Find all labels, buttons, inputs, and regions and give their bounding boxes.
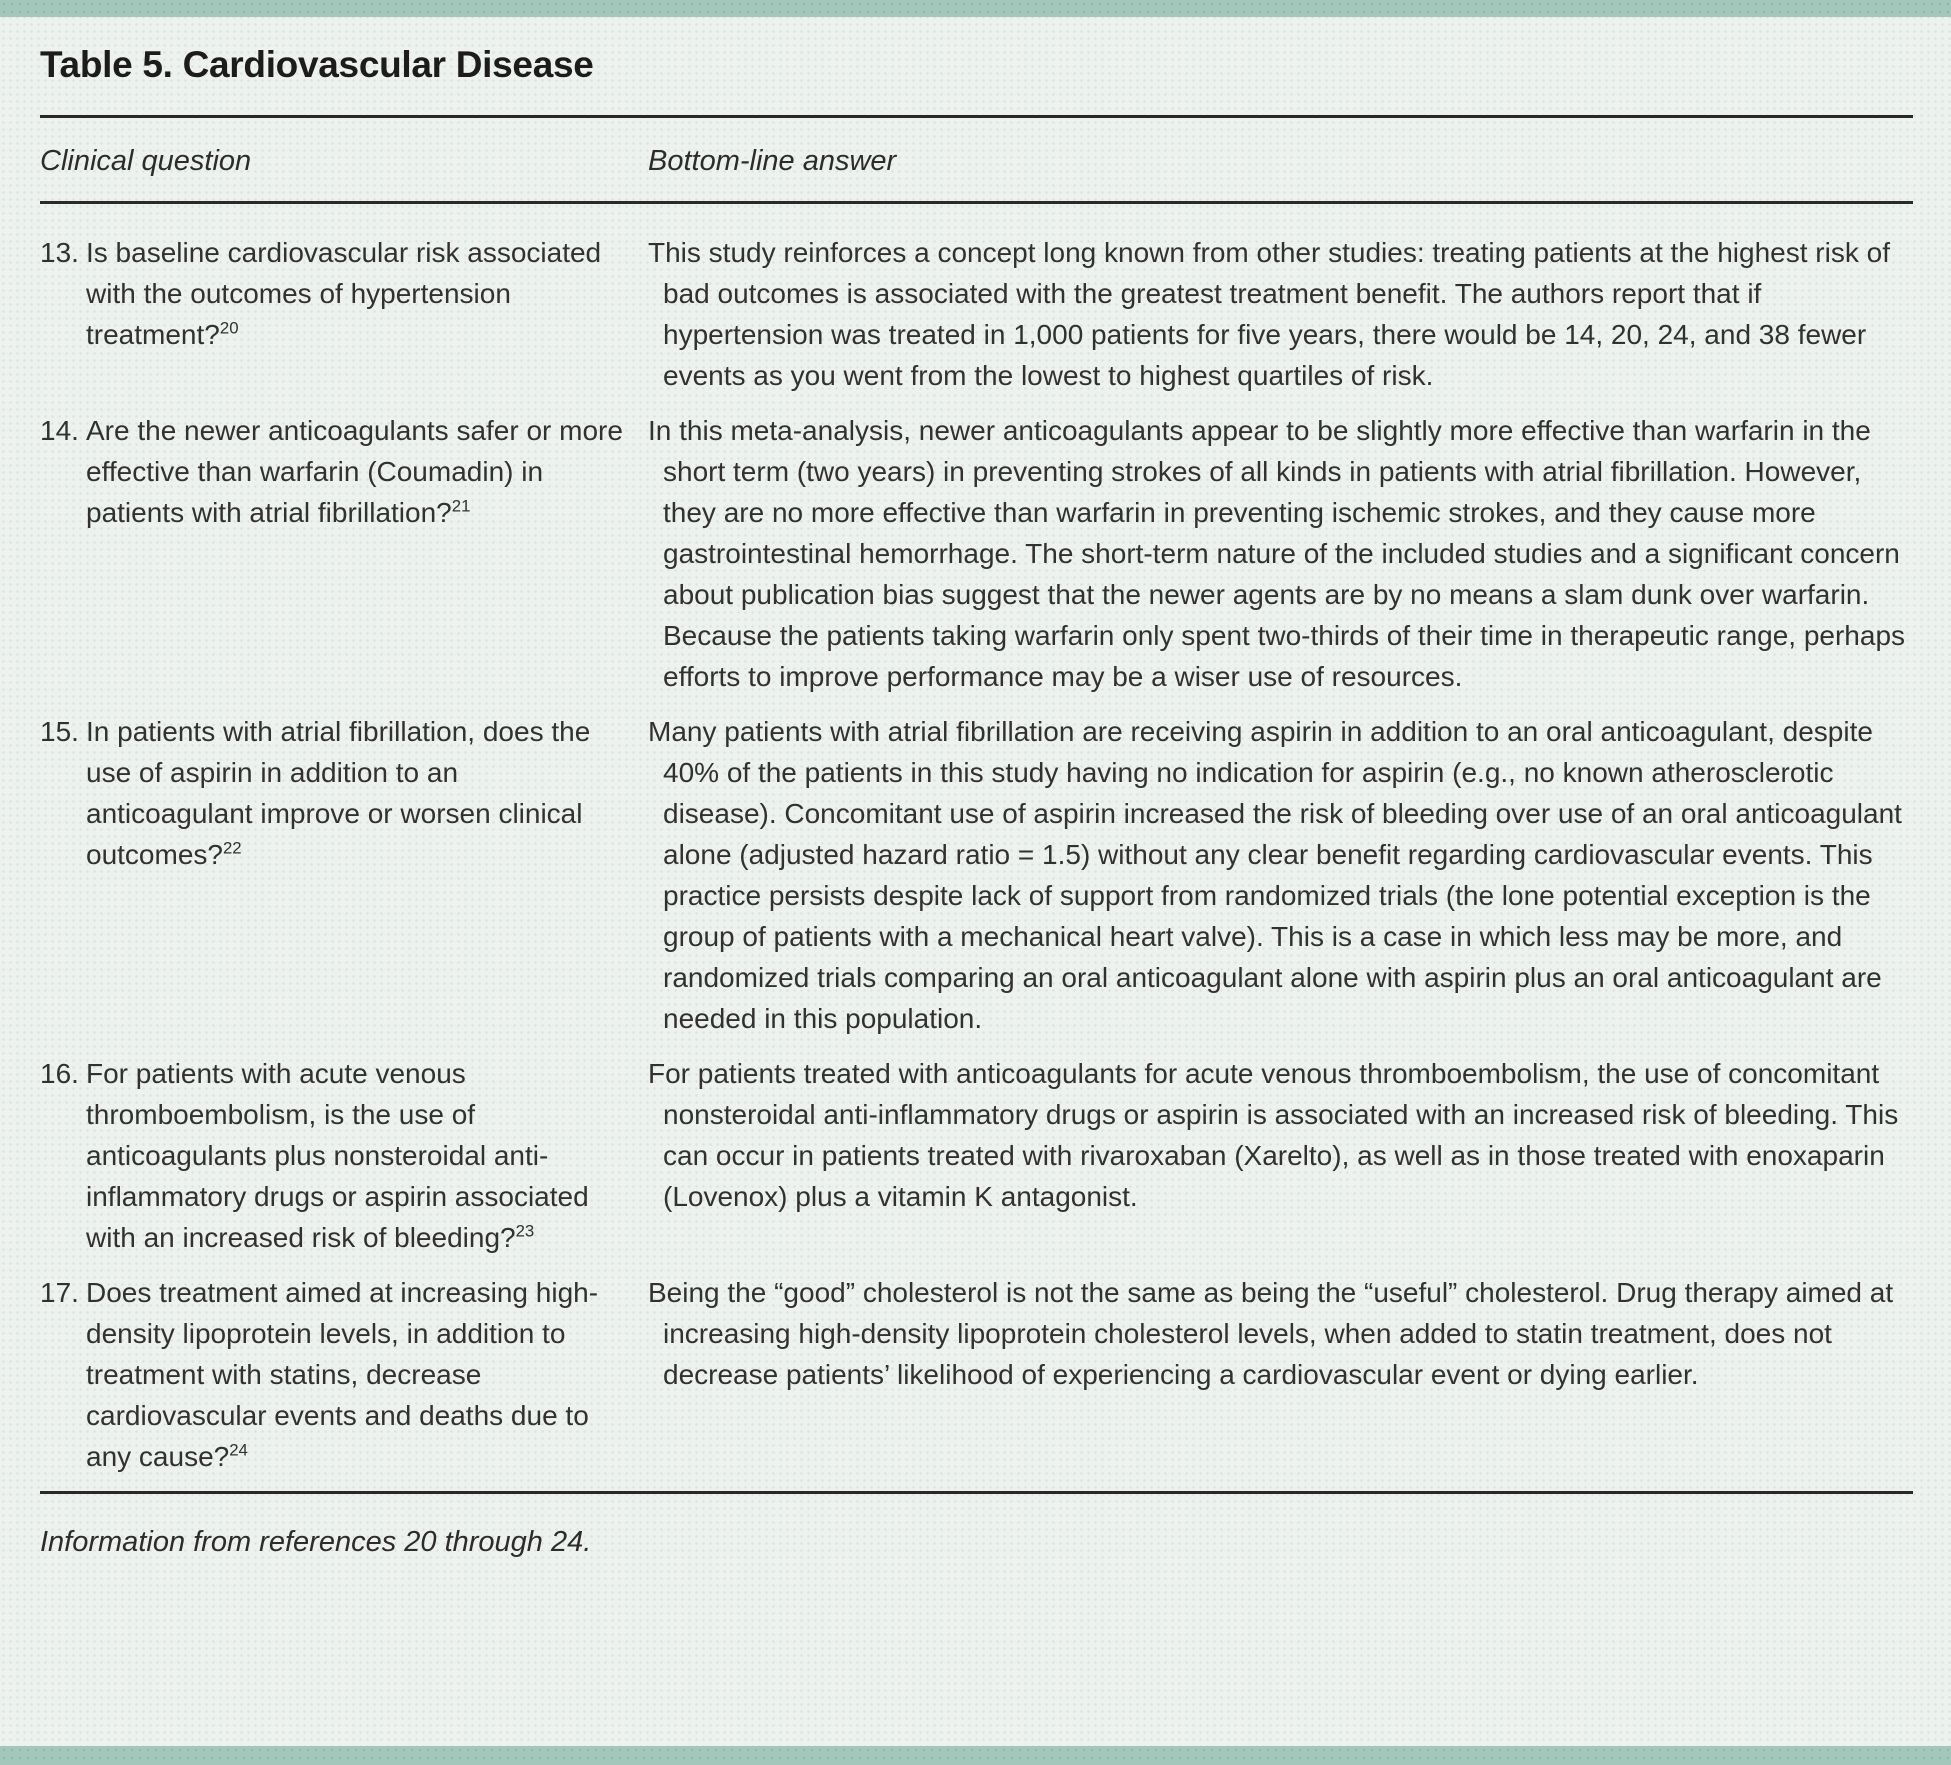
- reference-superscript: 21: [451, 496, 471, 516]
- column-header-bottom-line-answer: Bottom-line answer: [648, 145, 897, 177]
- table-row: [40, 1272, 1913, 1477]
- table-row: [40, 1053, 1913, 1258]
- bottom-accent-bar: [0, 1746, 1951, 1765]
- question-number: 16.: [40, 1058, 79, 1089]
- question-text: Are the newer anticoagulants safer or more effective than warfarin (Coumadin) in patients with atrial fibrillation?: [86, 415, 623, 528]
- clinical-question-cell: [40, 410, 628, 533]
- clinical-question-cell: [40, 1272, 628, 1477]
- bottom-line-answer-cell: Many patients with atrial fibrillation are receiving aspirin in addition to an oral anticoagulant, despite 40% of the patients in this study having no indication for aspirin (e.g., no known atherosclerotic disease). Concomitant use of aspirin increased the risk of bleeding over use of an oral anticoagulant alone (adjusted hazard ratio = 1.5) without any clear benefit regarding cardiovascular events. This practice persists despite lack of support from randomized trials (the lone potential exception is the group of patients with a mechanical heart valve). This is a case in which less may be more, and randomized trials comparing an oral anticoagulant alone with aspirin plus an oral anticoagulant are needed in this population.: [648, 716, 1902, 1034]
- column-header-clinical-question: Clinical question: [40, 145, 252, 177]
- reference-superscript: 23: [515, 1221, 535, 1241]
- question-text: Does treatment aimed at increasing high-density lipoprotein levels, in addition to treatment with statins, decrease cardiovascular events and deaths due to any cause?: [86, 1277, 599, 1472]
- clinical-question-cell: [40, 711, 628, 875]
- bottom-line-answer-cell: In this meta-analysis, newer anticoagulants appear to be slightly more effective than warfarin in the short term (two years) in preventing strokes of all kinds in patients with atrial fibrillation. However, they are no more effective than warfarin in preventing ischemic strokes, and they cause more gastrointestinal hemorrhage. The short-term nature of the included studies and a significant concern about publication bias suggest that the newer agents are by no means a slam dunk over warfarin. Because the patients taking warfarin only spent two-thirds of their time in therapeutic range, perhaps efforts to improve performance may be a wiser use of resources.: [648, 415, 1906, 692]
- question-text: Is baseline cardiovascular risk associated with the outcomes of hypertension treatment?: [86, 237, 602, 350]
- footer-divider: [40, 1491, 1913, 1494]
- table-title: Table 5. Cardiovascular Disease: [40, 44, 594, 85]
- question-number: 17.: [40, 1277, 79, 1308]
- table-body: [40, 232, 1913, 1477]
- question-number: 14.: [40, 415, 79, 446]
- question-text: In patients with atrial fibrillation, does the use of aspirin in addition to an anticoagulant improve or worsen clinical outcomes?: [86, 716, 591, 870]
- column-header-row: [40, 142, 1913, 180]
- table-row: [40, 711, 1913, 1039]
- title-divider: [40, 115, 1913, 118]
- bottom-line-answer-cell: This study reinforces a concept long known from other studies: treating patients at the highest risk of bad outcomes is associated with the greatest treatment benefit. The authors report that if hypertension was treated in 1,000 patients for five years, there would be 14, 20, 24, and 38 fewer events as you went from the lowest to highest quartiles of risk.: [648, 237, 1890, 391]
- reference-superscript: 20: [219, 318, 239, 338]
- table-row: [40, 410, 1913, 697]
- clinical-question-cell: [40, 232, 628, 355]
- table-row: [40, 232, 1913, 396]
- table-content: [0, 44, 1951, 1560]
- table-footnote: Information from references 20 through 24.: [40, 1526, 592, 1558]
- question-number: 13.: [40, 237, 79, 268]
- reference-superscript: 22: [222, 838, 242, 858]
- reference-superscript: 24: [229, 1440, 248, 1460]
- question-number: 15.: [40, 716, 79, 747]
- header-divider: [40, 201, 1913, 204]
- bottom-line-answer-cell: For patients treated with anticoagulants for acute venous thromboembolism, the use of concomitant nonsteroidal anti-inflammatory drugs or aspirin is associated with an increased risk of bleeding. This can occur in patients treated with rivaroxaban (Xarelto), as well as in those treated with enoxaparin (Lovenox) plus a vitamin K antagonist.: [648, 1058, 1899, 1212]
- bottom-line-answer-cell: Being the “good” cholesterol is not the same as being the “useful” cholesterol. Drug therapy aimed at increasing high-density lipoprotein cholesterol levels, when added to statin treatment, does not decrease patients’ likelihood of experiencing a cardiovascular event or dying earlier.: [648, 1277, 1894, 1390]
- clinical-question-cell: [40, 1053, 628, 1258]
- top-accent-bar: [0, 0, 1951, 17]
- question-text: For patients with acute venous thromboembolism, is the use of anticoagulants plus nonsteroidal anti-inflammatory drugs or aspirin associated with an increased risk of bleeding?: [86, 1058, 589, 1253]
